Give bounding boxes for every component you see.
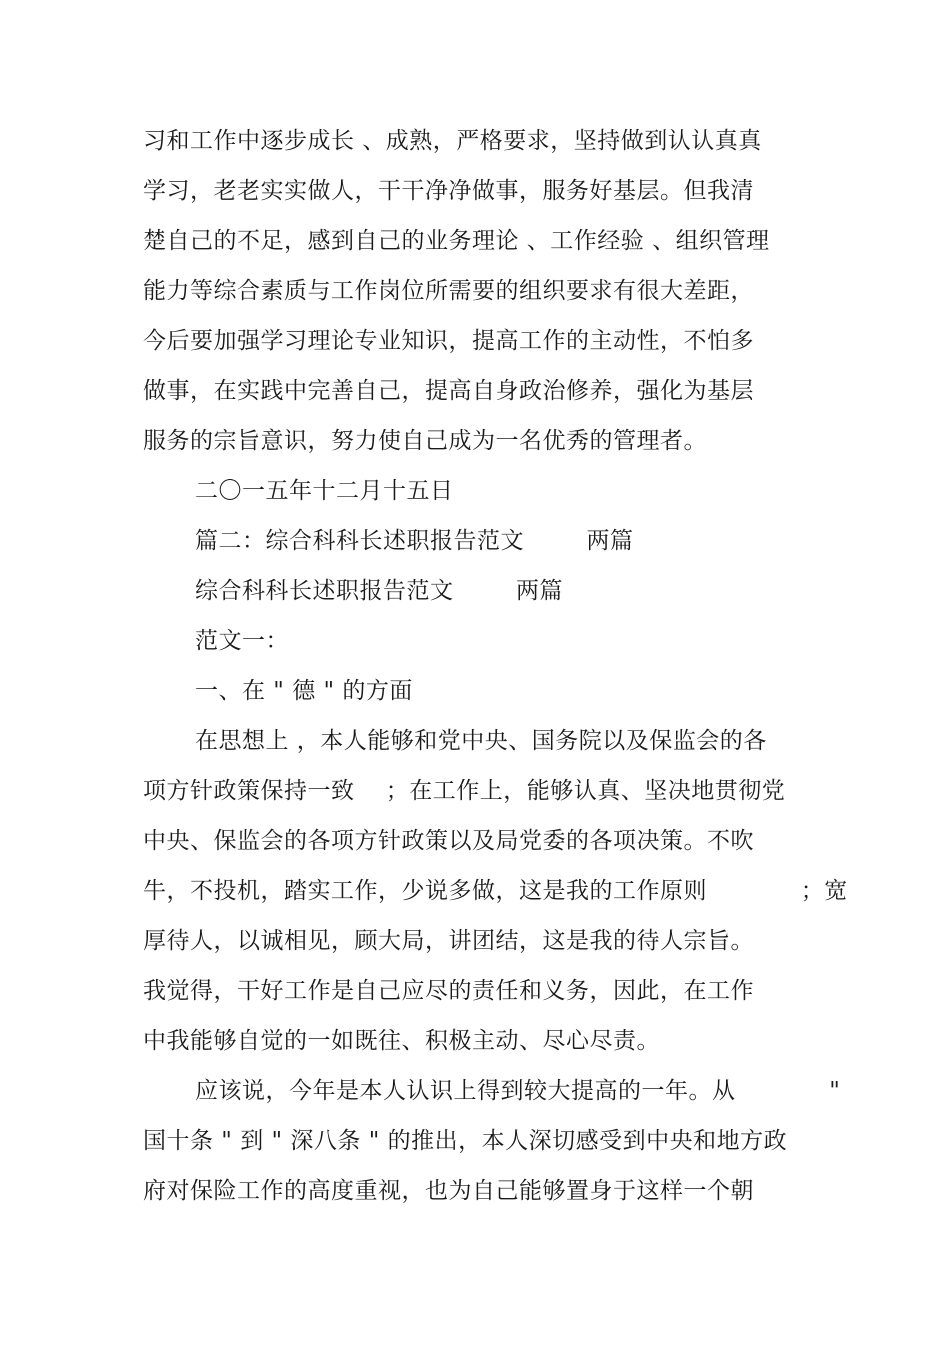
text-line-18: 我觉得，干好工作是自己应尽的责任和义务，因此，在工作 <box>143 978 754 1004</box>
subheading-virtue: 一、在 " 德 " 的方面 <box>195 678 413 704</box>
text-line-2: 学习，老老实实做人，干干净净做事，服务好基层。但我清 <box>143 178 754 204</box>
document-title: 综合科科长述职报告范文 两篇 <box>195 578 563 604</box>
date-line: 二〇一五年十二月十五日 <box>195 478 454 504</box>
text-line-14: 项方针政策保持一致 ；在工作上，能够认真、坚决地贯彻党 <box>143 778 786 804</box>
text-line-6: 做事，在实践中完善自己，提高自身政治修养，强化为基层 <box>143 378 754 404</box>
sample-label: 范文一： <box>195 628 289 654</box>
section-heading: 篇二：综合科科长述职报告范文 两篇 <box>195 528 634 554</box>
text-line-22: 府对保险工作的高度重视，也为自己能够置身于这样一个朝 <box>143 1178 754 1204</box>
text-line-20: 应该说，今年是本人认识上得到较大提高的一年。从 " <box>195 1078 841 1104</box>
text-line-1: 习和工作中逐步成长 、成熟，严格要求，坚持做到认认真真 <box>143 128 762 154</box>
text-line-17: 厚待人，以诚相见，顾大局，讲团结，这是我的待人宗旨。 <box>143 928 754 954</box>
text-line-15: 中央、保监会的各项方针政策以及局党委的各项决策。不吹 <box>143 828 754 854</box>
text-line-3: 楚自己的不足，感到自己的业务理论 、工作经验 、组织管理 <box>143 228 770 254</box>
text-line-19: 中我能够自觉的一如既往、积极主动、尽心尽责。 <box>143 1028 660 1054</box>
text-line-16: 牛，不投机，踏实工作，少说多做，这是我的工作原则 ；宽 <box>143 878 848 904</box>
text-line-13: 在思想上 ，本人能够和党中央、国务院以及保监会的各 <box>195 728 767 754</box>
text-line-4: 能力等综合素质与工作岗位所需要的组织要求有很大差距， <box>143 278 754 304</box>
text-line-5: 今后要加强学习理论专业知识，提高工作的主动性，不怕多 <box>143 328 754 354</box>
text-line-21: 国十条 " 到 " 深八条 " 的推出，本人深切感受到中央和地方政 <box>143 1128 788 1154</box>
text-line-7: 服务的宗旨意识，努力使自己成为一名优秀的管理者。 <box>143 428 707 454</box>
